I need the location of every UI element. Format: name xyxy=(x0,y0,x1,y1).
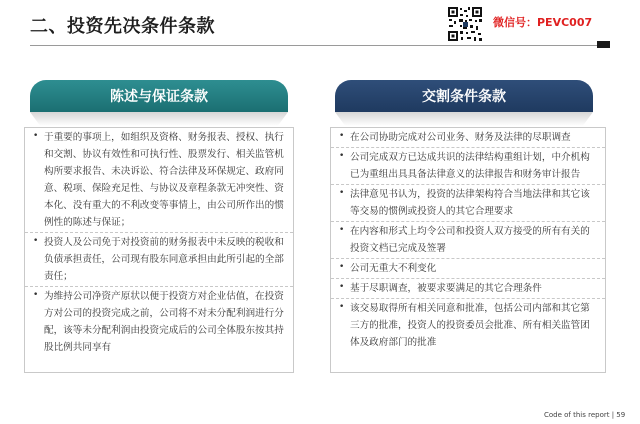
bullet-icon: • xyxy=(339,225,345,235)
list-item xyxy=(331,148,605,185)
list-item-text: 为维持公司净资产原状以便于投资方对企业估值，在投资方对公司的投资完成之前，公司将不对未分配利润进行分配，该等未分配利润由投资完成后的公司全体股东按其持股比例共同享有 xyxy=(44,291,284,353)
bullet-icon: • xyxy=(339,262,345,272)
right-panel-list xyxy=(331,128,605,352)
bullet-icon: • xyxy=(33,290,39,300)
bullet-icon: • xyxy=(339,302,345,312)
left-panel-title: 陈述与保证条款 xyxy=(110,89,208,105)
list-item-text: 于重要的事项上，如组织及资格、财务报表、授权、执行和交割、协议有效性和可执行性、股票发行、相关监管机构所要求报告、未决诉讼、符合法律及环保规定、政府同意、税项、保险充足性、与协议及章程条款无冲突性、资本化、没有重大的不利改变等事情上，由公司所作出的惯例性的陈述与保证； xyxy=(44,132,284,228)
bullet-icon: • xyxy=(339,188,345,198)
footer-page-info: Code of this report | 59 xyxy=(544,411,626,419)
left-panel-body xyxy=(24,127,294,373)
bullet-icon: • xyxy=(339,282,345,292)
header-divider xyxy=(30,45,610,46)
list-item-text: 该交易取得所有相关同意和批准，包括公司内部和其它第三方的批准，投资人的投资委员会批准、所有相关监管团体及政府部门的批准 xyxy=(350,303,590,348)
list-item xyxy=(25,233,293,287)
qr-code-icon xyxy=(447,6,483,42)
list-item-text: 公司完成双方已达成共识的法律结构重组计划，中介机构已为重组出具具备法律意义的法律报告和财务审计报告 xyxy=(350,152,590,180)
list-item-text: 投资人及公司免于对投资前的财务报表中未反映的税收和负债承担责任，公司现有股东同意承担由此所引起的全部责任； xyxy=(44,237,284,282)
right-panel-header xyxy=(335,80,593,112)
list-item xyxy=(331,259,605,279)
page-title: 二、投资先决条件条款 xyxy=(30,16,215,37)
list-item xyxy=(25,287,293,357)
right-panel-body xyxy=(330,127,606,373)
left-panel-header xyxy=(30,80,288,112)
bullet-icon: • xyxy=(339,151,345,161)
list-item xyxy=(331,222,605,259)
wechat-id: 微信号：PEVC007 xyxy=(493,16,593,29)
list-item-text: 在内容和形式上均令公司和投资人双方接受的所有有关的投资文档已完成及签署 xyxy=(350,226,590,254)
list-item xyxy=(331,128,605,148)
bullet-icon: • xyxy=(339,131,345,141)
right-panel-title: 交割条件条款 xyxy=(422,89,506,105)
left-panel-list xyxy=(25,128,293,357)
list-item-text: 在公司协助完成对公司业务、财务及法律的尽职调查 xyxy=(350,132,571,143)
list-item xyxy=(331,299,605,352)
list-item xyxy=(25,128,293,233)
left-panel-shadow xyxy=(30,112,288,126)
list-item-text: 公司无重大不利变化 xyxy=(350,263,437,274)
list-item xyxy=(331,279,605,299)
list-item-text: 基于尽职调查，被要求要满足的其它合理条件 xyxy=(350,283,542,294)
header-accent-bar xyxy=(597,41,610,48)
bullet-icon: • xyxy=(33,236,39,246)
bullet-icon: • xyxy=(33,131,39,141)
list-item-text: 法律意见书认为，投资的法律架构符合当地法律和其它该等交易的惯例或投资人的其它合理要求 xyxy=(350,189,590,217)
right-panel-shadow xyxy=(335,112,593,126)
list-item xyxy=(331,185,605,222)
